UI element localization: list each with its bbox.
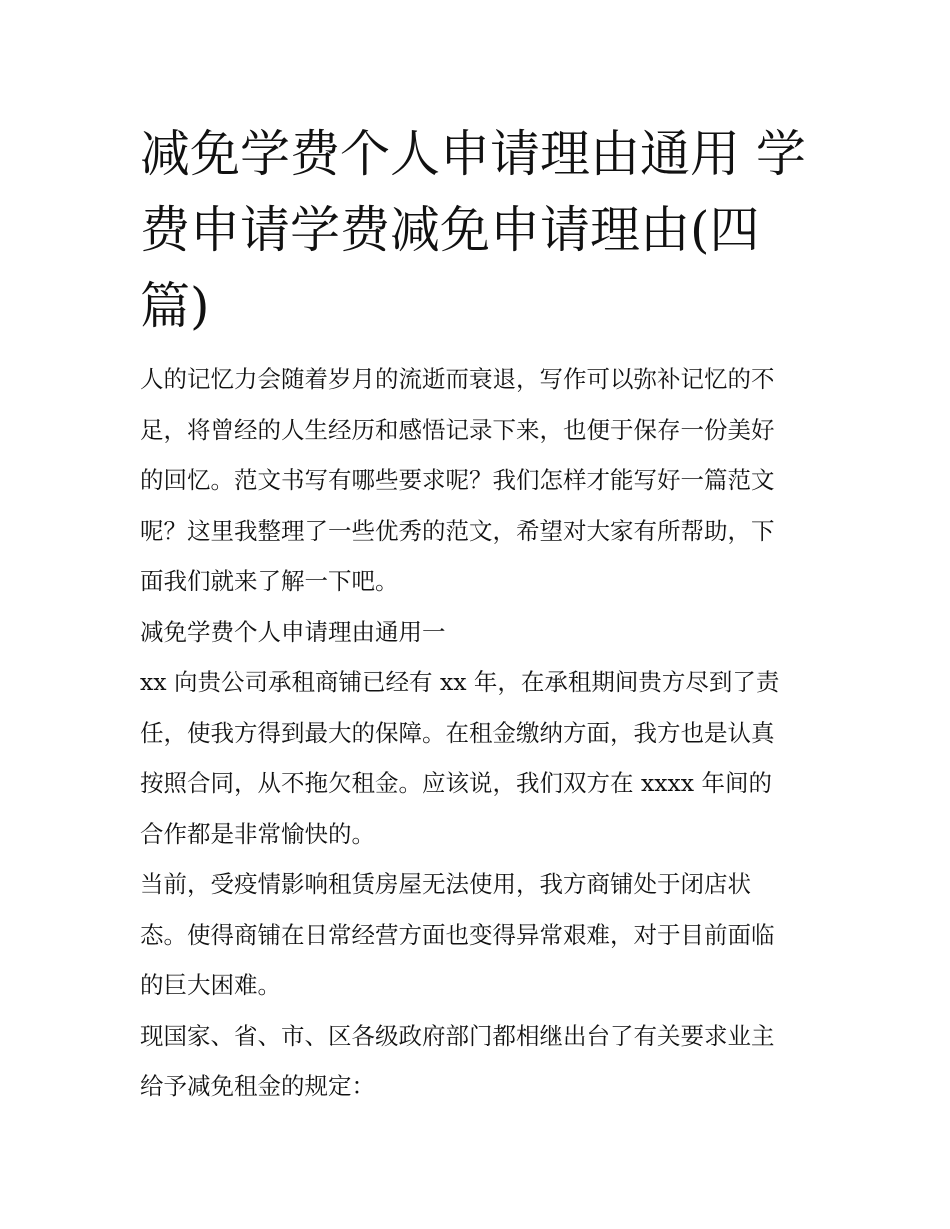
paragraph-line: xx 向贵公司承租商铺已经有 xx 年，在承租期间贵方尽到了责 bbox=[140, 668, 780, 696]
intro-paragraph-line: 人的记忆力会随着岁月的流逝而衰退，写作可以弥补记忆的不 bbox=[140, 365, 775, 393]
intro-paragraph-line: 呢？这里我整理了一些优秀的范文，希望对大家有所帮助，下 bbox=[140, 516, 775, 545]
document-body bbox=[140, 354, 820, 1112]
document-title bbox=[140, 116, 820, 344]
paragraph-line: 当前，受疫情影响租赁房屋无法使用，我方商铺处于闭店状 bbox=[140, 870, 751, 898]
paragraph-line: 任，使我方得到最大的保障。在租金缴纳方面，我方也是认真 bbox=[140, 718, 775, 747]
title-line: 减免学费个人申请理由通用 学 bbox=[140, 125, 806, 183]
section-heading: 减免学费个人申请理由通用一 bbox=[140, 617, 446, 646]
paragraph-line: 态。使得商铺在日常经营方面也变得异常艰难，对于目前面临 bbox=[140, 920, 775, 949]
paragraph-line: 的巨大困难。 bbox=[140, 971, 281, 999]
intro-paragraph-line: 面我们就来了解一下吧。 bbox=[140, 567, 399, 595]
intro-paragraph-line: 足，将曾经的人生经历和感悟记录下来，也便于保存一份美好 bbox=[140, 415, 775, 444]
title-line: 费申请学费减免申请理由(四 bbox=[140, 201, 760, 259]
paragraph-line: 现国家、省、市、区各级政府部门都相继出台了有关要求业主 bbox=[140, 1021, 775, 1050]
intro-paragraph-line: 的回忆。范文书写有哪些要求呢？我们怎样才能写好一篇范文 bbox=[140, 466, 775, 494]
paragraph-line: 合作都是非常愉快的。 bbox=[140, 819, 375, 848]
paragraph-line: 按照合同，从不拖欠租金。应该说，我们双方在 xxxx 年间的 bbox=[140, 769, 772, 797]
paragraph-line: 给予减免租金的规定： bbox=[140, 1072, 375, 1100]
title-line: 篇) bbox=[140, 277, 210, 335]
